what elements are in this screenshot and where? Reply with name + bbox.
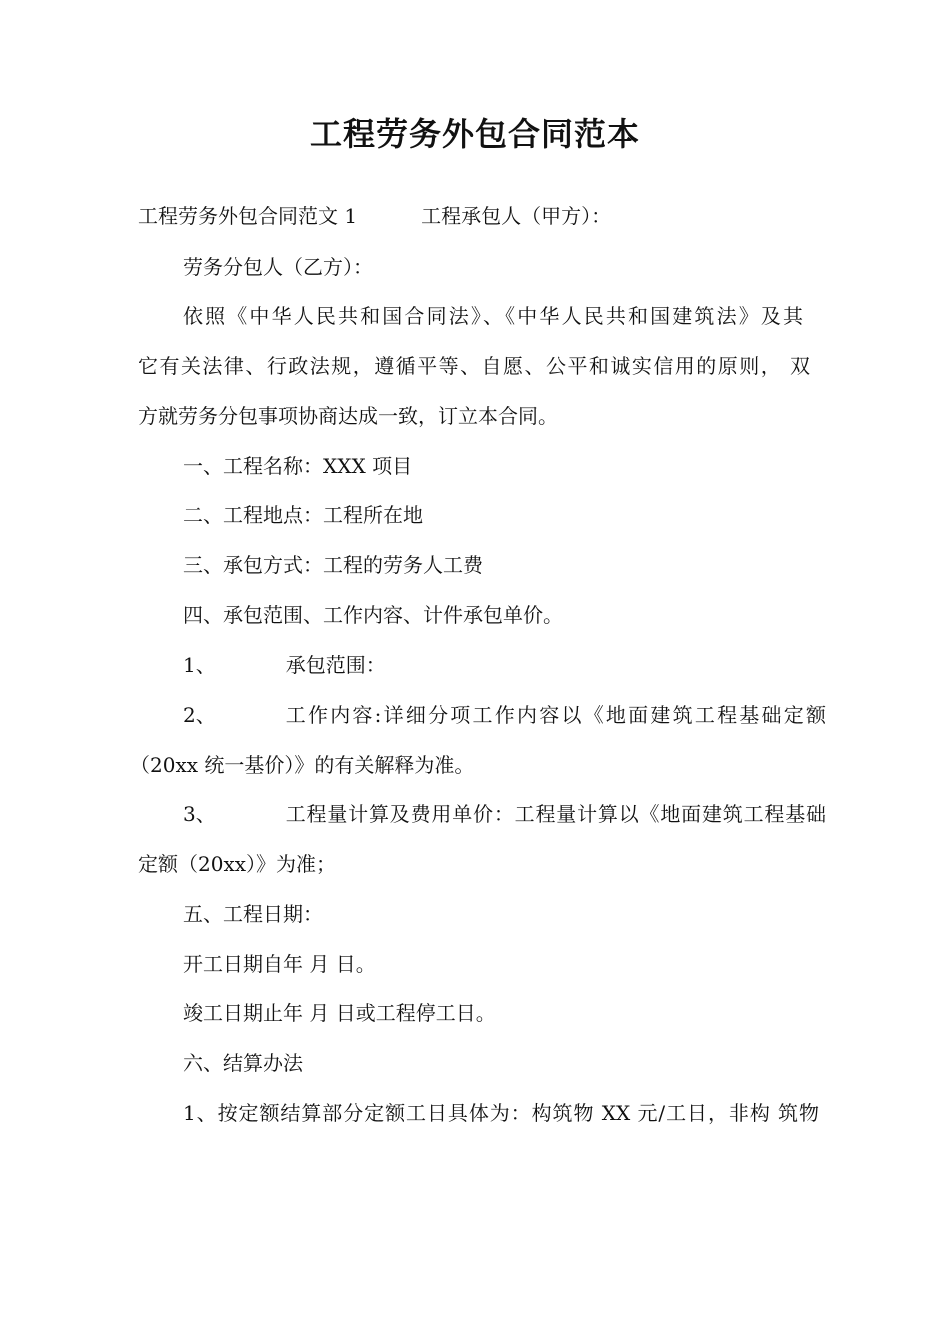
list-item [183, 799, 826, 829]
paragraph-line [138, 201, 611, 231]
section-heading: 四、承包范围、工作内容、计件承包单价。 [183, 603, 563, 627]
list-number: 2、 [183, 703, 216, 727]
list-number: 1、 [183, 653, 216, 677]
section-heading: 六、结算办法 [183, 1051, 303, 1075]
paragraph-line: 1、按定额结算部分定额工日具体为：构筑物 XX 元/工日，非构 筑物 [183, 1101, 819, 1125]
section-heading: 二、工程地点：工程所在地 [183, 503, 423, 527]
paragraph-line: 竣工日期止年 月 日或工程停工日。 [183, 1001, 496, 1025]
party-a-label: 工程承包人（甲方）： [421, 204, 612, 228]
list-text: 工程量计算及费用单价：工程量计算以《地面建筑工程基础 [285, 802, 826, 826]
section-heading: 一、工程名称：XXX 项目 [183, 454, 413, 478]
list-text: 工作内容:详细分项工作内容以《地面建筑工程基础定额 [285, 703, 826, 727]
section-heading: 五、工程日期： [183, 902, 323, 926]
list-item [183, 700, 826, 730]
list-number: 3、 [183, 802, 216, 826]
paragraph-line: （20xx 统一基价）》的有关解释为准。 [130, 753, 475, 777]
list-text: 承包范围： [285, 653, 386, 677]
paragraph-line: 它有关法律、行政法规，遵循平等、自愿、公平和诚实信用的原则， 双 [138, 354, 810, 378]
paragraph-line: 开工日期自年 月 日。 [183, 952, 376, 976]
section-heading: 三、承包方式：工程的劳务人工费 [183, 553, 483, 577]
paragraph-line: 依照《中华人民共和国合同法》、《中华人民共和国建筑法》及其 [183, 304, 803, 328]
paragraph-line: 定额（20xx）》为准； [138, 852, 337, 876]
document-title: 工程劳务外包合同范本 [309, 115, 640, 153]
contract-sample-label: 工程劳务外包合同范文 1 [138, 204, 358, 228]
list-item [183, 650, 386, 680]
party-b-label: 劳务分包人（乙方）： [183, 255, 373, 279]
paragraph-line: 方就劳务分包事项协商达成一致，订立本合同。 [138, 404, 558, 428]
